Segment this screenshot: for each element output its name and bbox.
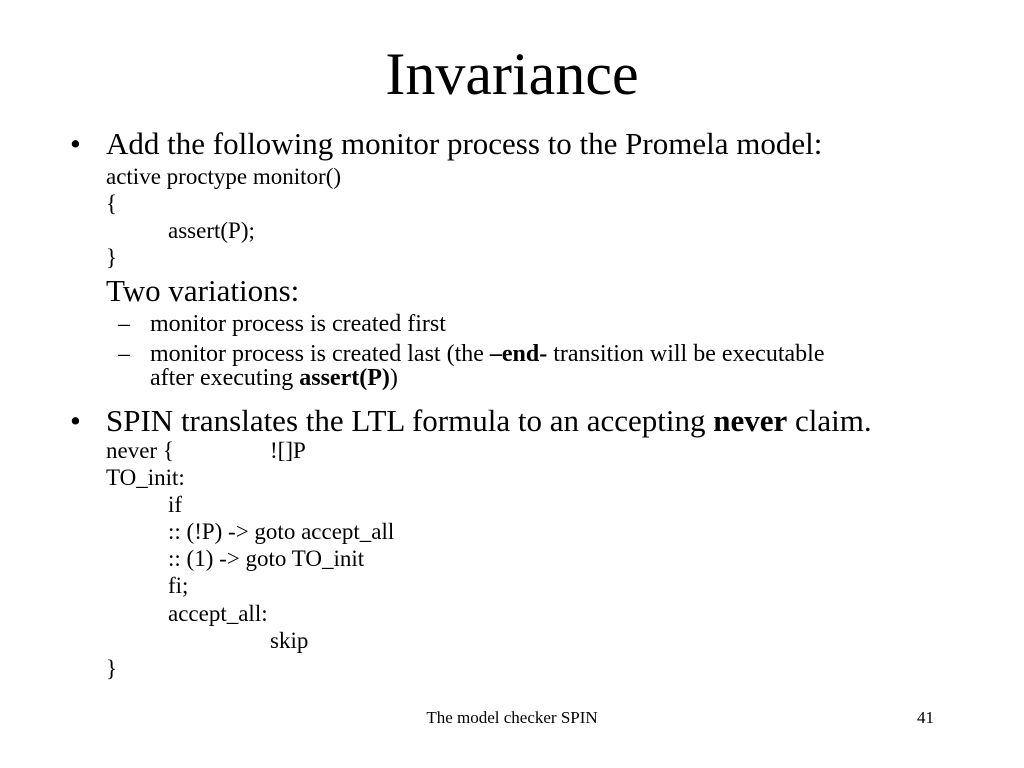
code-line: {	[106, 191, 118, 216]
bullet-2-text	[106, 405, 872, 436]
code-line: if	[168, 492, 183, 517]
footer-title: The model checker SPIN	[426, 708, 598, 727]
code-line: }	[106, 245, 118, 270]
code-comment: ![]P	[270, 438, 306, 463]
code-line: TO_init:	[106, 465, 185, 490]
code-line: assert(P);	[168, 218, 255, 243]
sub-item-text-continuation	[150, 366, 398, 390]
bullet-marker: •	[70, 403, 81, 438]
sub-item-text	[150, 342, 824, 366]
sub-bullet-marker: –	[118, 341, 130, 367]
sub-item-text-part: after executing	[150, 365, 300, 391]
sub-item-bold: –end-	[489, 341, 548, 367]
code-line: :: (1) -> goto TO_init	[168, 546, 365, 571]
sub-item-text-part: monitor process is created last (the	[150, 341, 490, 367]
code-line: fi;	[168, 573, 189, 598]
sub-bullet-marker: –	[118, 311, 130, 337]
slide-title: Invariance	[385, 41, 639, 107]
bullet-bold: never	[713, 403, 788, 438]
bullet-marker: •	[70, 126, 81, 161]
bullet-text-part: claim.	[787, 403, 872, 438]
sub-item-text: monitor process is created first	[150, 311, 446, 337]
code-line: :: (!P) -> goto accept_all	[168, 519, 395, 544]
subheading: Two variations:	[106, 273, 300, 308]
code-line: skip	[270, 628, 309, 653]
sub-item-text-part: transition will be executable	[547, 341, 825, 367]
code-line: accept_all:	[168, 601, 268, 626]
bullet-text-part: SPIN translates the LTL formula to an accepting	[106, 403, 714, 438]
page-number: 41	[917, 708, 934, 727]
sub-item-bold: assert(P)	[299, 365, 390, 391]
sub-item-text-part: )	[389, 365, 398, 391]
code-line: active proctype monitor()	[106, 164, 342, 189]
code-line: }	[106, 656, 118, 681]
code-line: never {	[106, 438, 174, 463]
bullet-1-text: Add the following monitor process to the Promela model:	[106, 126, 823, 161]
